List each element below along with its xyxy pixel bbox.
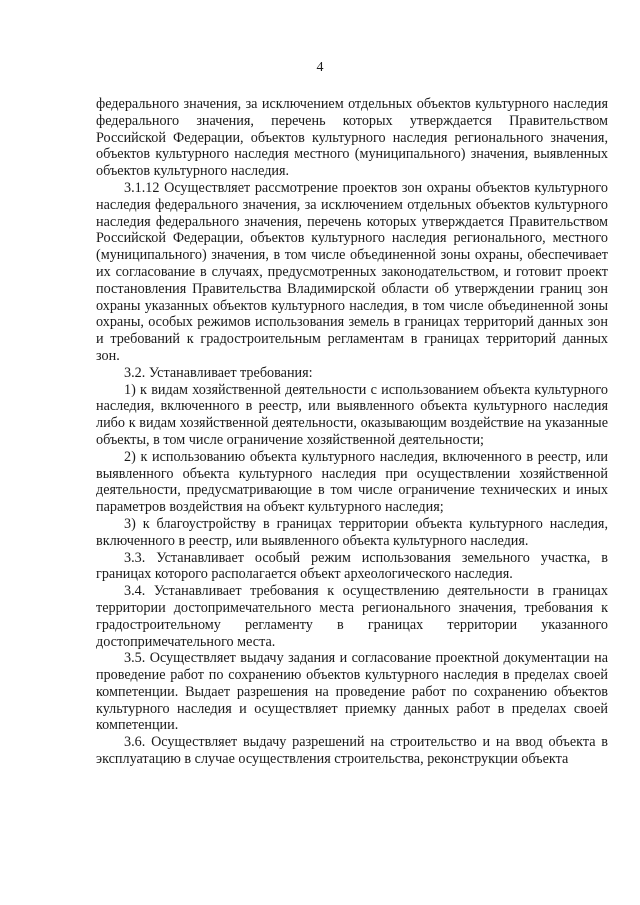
paragraph-3-3: 3.3. Устанавливает особый режим использования земельного участка, в границах которого располагается объект археологического наследия. (96, 549, 608, 583)
document-body (96, 96, 608, 768)
page-number: 4 (316, 60, 324, 75)
paragraph-3-6: 3.6. Осуществляет выдачу разрешений на строительство и на ввод объекта в эксплуатацию в случае осуществления строительства, реконструкции объекта (96, 734, 608, 768)
paragraph-3-5: 3.5. Осуществляет выдачу задания и согласование проектной документации на проведение работ по сохранению объектов культурного наследия в пределах своей компетенции. Выдает разрешения на проведение работ по сохранению объектов культурного наследия и осуществляет приемку данных работ в пределах своей компетенции. (96, 650, 608, 734)
paragraph-3-4: 3.4. Устанавливает требования к осуществлению деятельности в границах территории достопримечательного места регионального значения, требования к градостроительному регламенту в границах территории указанного достопримечательного места. (96, 583, 608, 650)
list-item-1: 1) к видам хозяйственной деятельности с использованием объекта культурного наследия, включенного в реестр, или выявленного объекта культурного наследия либо к видам хозяйственной деятельности, оказывающим воздействие на указанные объекты, в том числе ограничение хозяйственной деятельности; (96, 381, 608, 448)
paragraph-continuation: федерального значения, за исключением отдельных объектов культурного наследия федерального значения, перечень которых утверждается Правительством Российской Федерации, объектов культурного наследия регионального значения, объектов культурного наследия местного (муниципального) значения, выявленных объектов культурного наследия. (96, 96, 608, 180)
paragraph-3-1-12: 3.1.12 Осуществляет рассмотрение проектов зон охраны объектов культурного наследия федерального значения, за исключением отдельных объектов культурного наследия федерального значения, перечень которых утверждается Правительством Российской Федерации, объектов культурного наследия регионального, местного (муниципального) значения, в том числе объединенной зоны охраны, обеспечивает их согласование в случаях, предусмотренных законодательством, и готовит проект постановления Правительства Владимирской области об утверждении границ зон охраны указанных объектов культурного наследия, в том числе объединенной зоны охраны, особых режимов использования земель в границах территорий данных зон и требований к градостроительным регламентам в границах территорий данных зон. (96, 179, 608, 364)
paragraph-3-2: 3.2. Устанавливает требования: (124, 364, 313, 381)
list-item-2: 2) к использованию объекта культурного наследия, включенного в реестр, или выявленного объекта культурного наследия при осуществлении хозяйственной деятельности, предусматривающие в том числе ограничение технических и иных параметров воздействия на объект культурного наследия; (96, 448, 608, 516)
list-item-3: 3) к благоустройству в границах территории объекта культурного наследия, включенного в реестр, или выявленного объекта культурного наследия. (96, 515, 608, 549)
